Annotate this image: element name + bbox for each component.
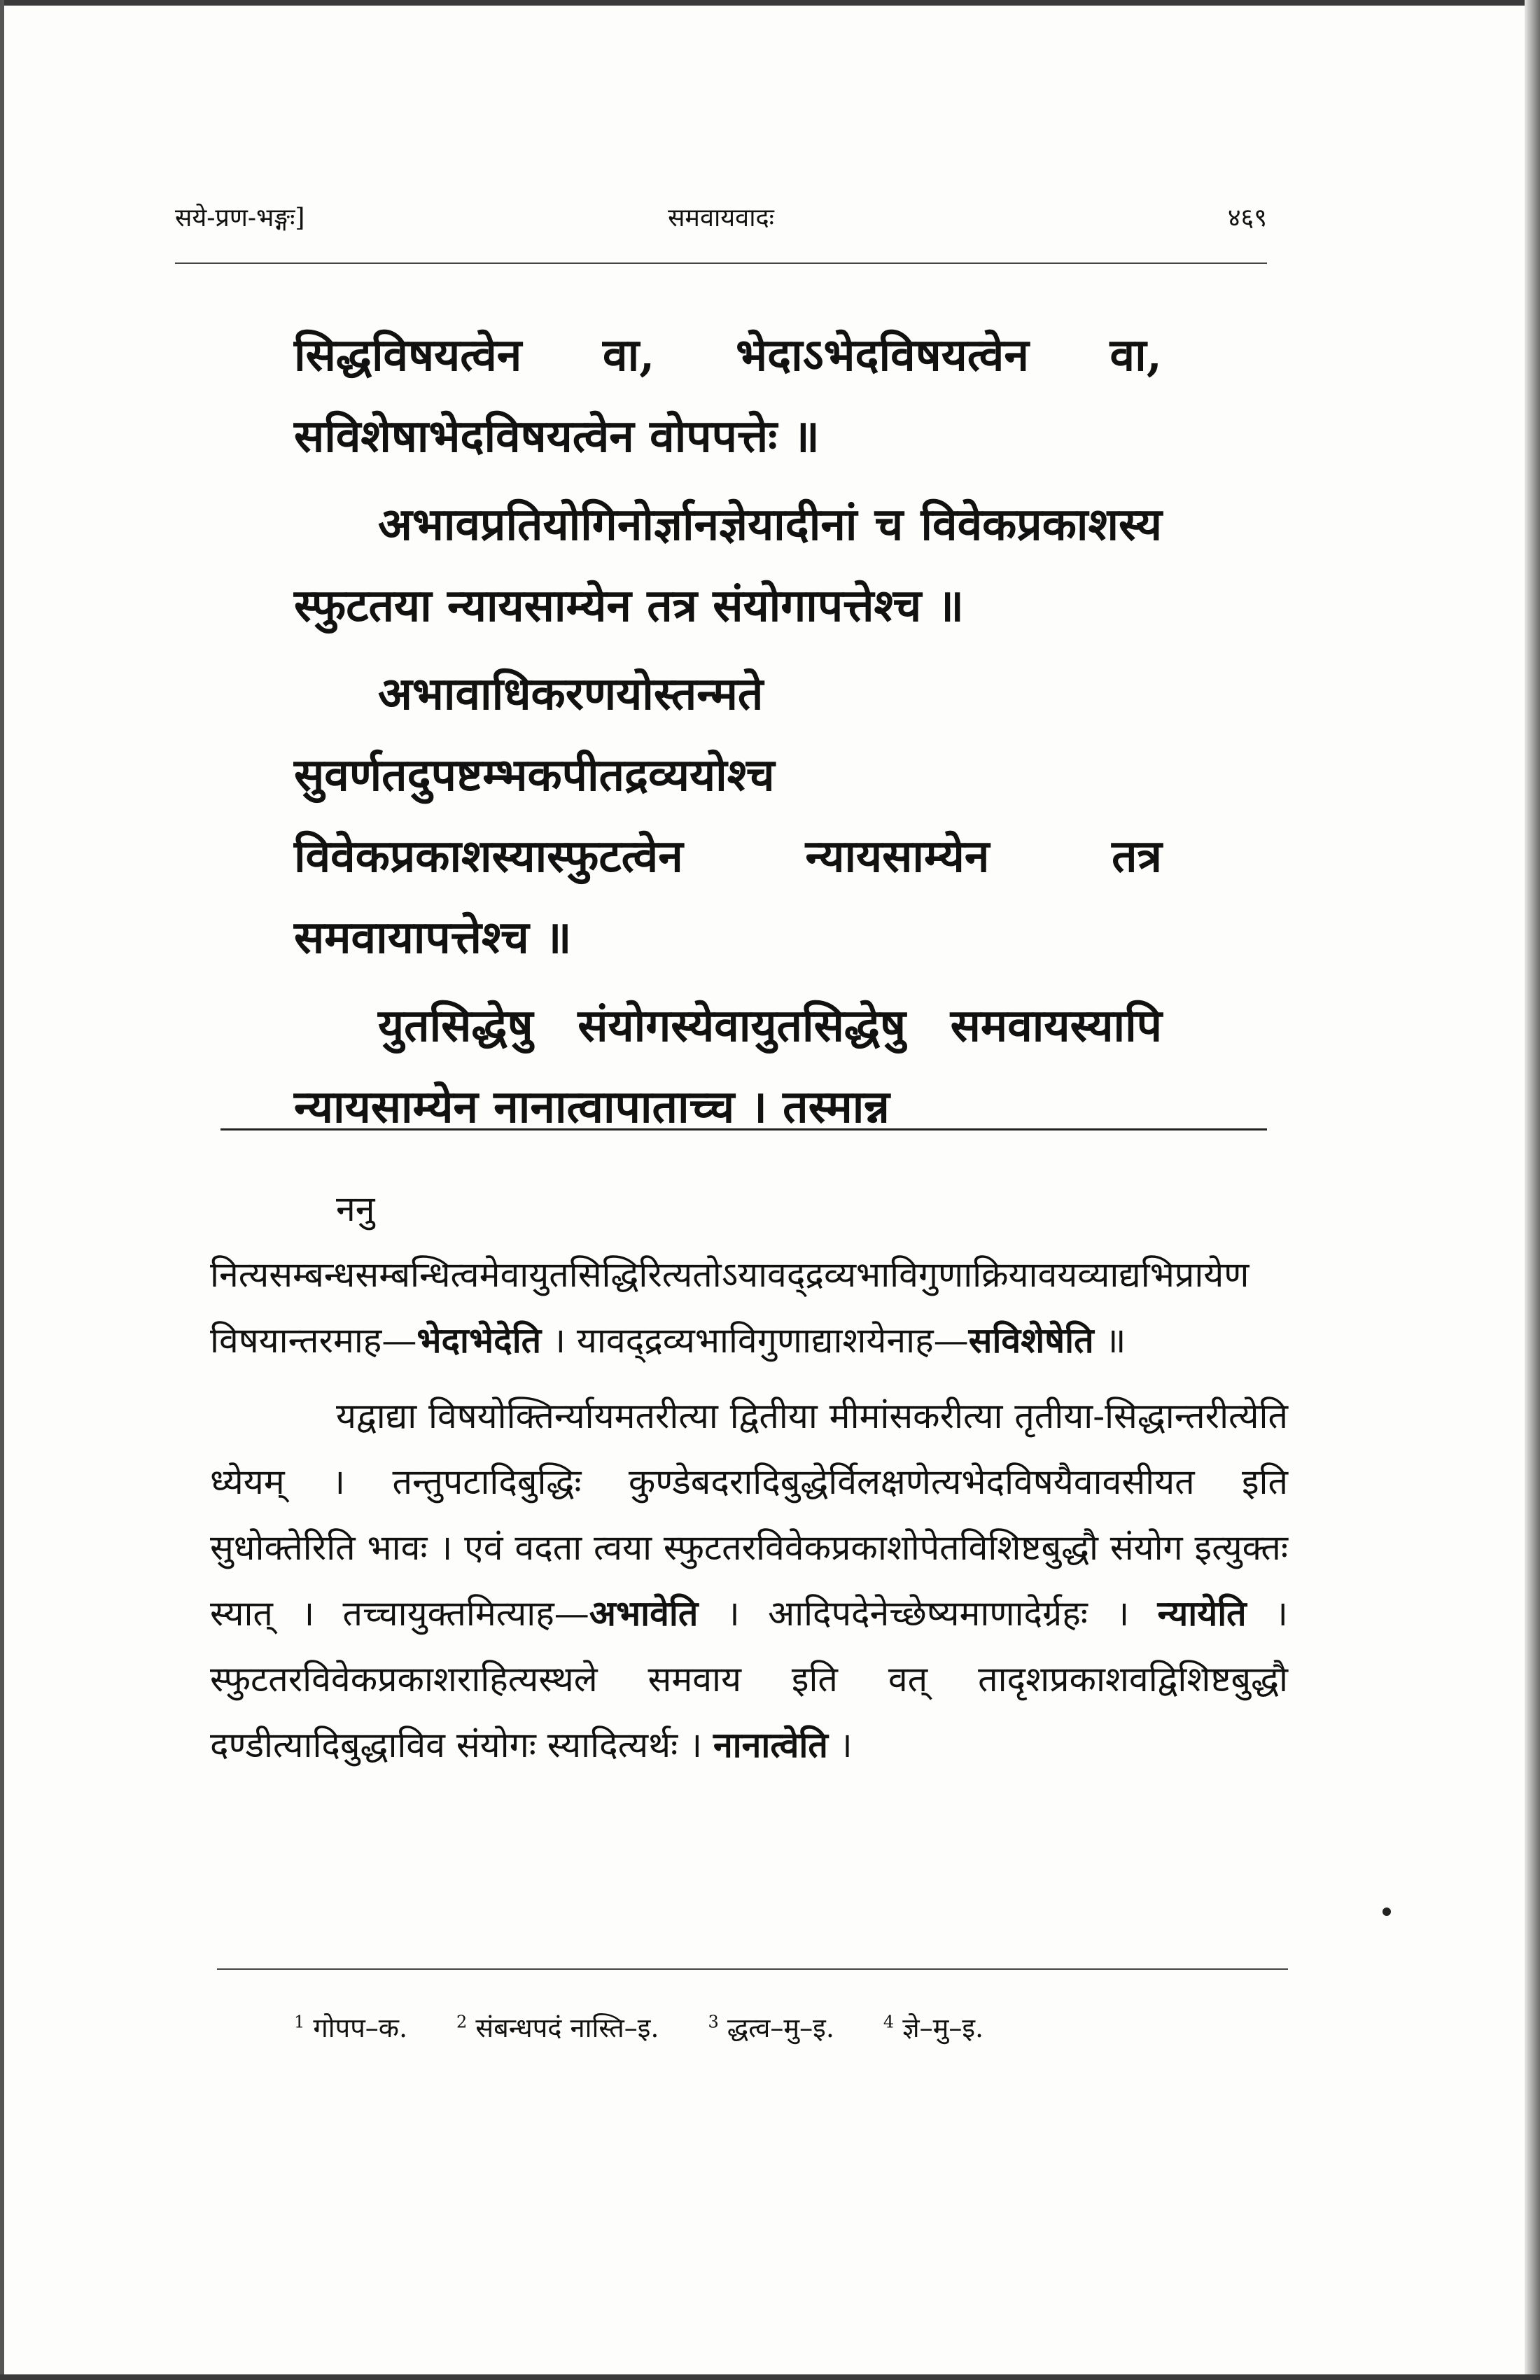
page-number: ४६९ xyxy=(1227,204,1267,232)
commentary-text: ॥ xyxy=(1105,1320,1126,1361)
footnote-text: ज्ञे–मु–इ. xyxy=(902,2012,984,2043)
main-paragraph: सिद्धविषयत्वेन वा, भेदाऽभेदविषयत्वेन वा, सविशेषाभेदविषयत्वेन वोपपत्तेः ॥ xyxy=(294,329,1162,463)
page-edge-top xyxy=(0,0,1540,6)
footnote-text: गोपप–क. xyxy=(313,2012,408,2043)
commentary-paragraph xyxy=(210,1176,1288,1373)
main-paragraph: युतसिद्धेषु संयोगस्येवायुतसिद्धेषु समवायस्यापि न्यायसाम्येन नानात्वापाताच्च । तस्मान्न xyxy=(294,1000,1162,1133)
footnote-text: संबन्धपदं नास्ति–इ. xyxy=(475,2012,659,2043)
commentary-keyword: सविशेषेति xyxy=(968,1320,1094,1361)
footnote-text: द्धत्व–मु–इ. xyxy=(727,2012,834,2043)
commentary-text: यद्वाद्या विषयोक्तिर्न्यायमतरीत्या द्वितीया मीमांसकरीत्या तृतीया-सिद्धान्तरीत्येति ध्येयम् । तन्तुपटादिबुद्धिः कुण्डेबदरादिबुद्धेर्विलक्षणेत्यभेदविषयैवावसीयत इति सुधोक्तेरिति भावः । एवं वदता त्वया स्फुटतरविवेकप्रकाशोपेतविशिष्टबुद्धौ संयोग इत्युक्तः स्यात् । तच्चायुक्तमित्याह— xyxy=(210,1396,1288,1634)
commentary-text: । xyxy=(839,1725,853,1765)
header-rule xyxy=(175,262,1267,264)
footnote-number: 2 xyxy=(456,2012,468,2032)
main-text xyxy=(294,315,1162,1155)
footnote-number: 3 xyxy=(708,2012,719,2032)
main-paragraph: अभावप्रतियोगिनोर्ज्ञानज्ञेयादीनां च विवेकप्रकाशस्य स्फुटतया न्यायसाम्येन तत्र संयोगापत्तेश्च ॥ xyxy=(294,498,1162,632)
commentary-text: । स्फुटतरविवेकप्रकाशराहित्यस्थले समवाय इति वत् तादृशप्रकाशवद्विशिष्टबुद्धौ दण्डीत्यादिबुद्धाविव संयोगः स्यादित्यर्थः । xyxy=(210,1593,1288,1765)
commentary-text: ननु नित्यसम्बन्धसम्बन्धित्वमेवायुतसिद्धिरित्यतोऽयावद्द्रव्यभाविगुणाक्रियावयव्याद्यभिप्रायेण विषयान्तरमाह— xyxy=(210,1189,1250,1361)
running-header xyxy=(175,200,1267,255)
page-edge-right xyxy=(1525,0,1540,2380)
commentary-keyword: नानात्वेति xyxy=(713,1724,828,1765)
footnote-number: 1 xyxy=(294,2012,305,2032)
footnote-number: 4 xyxy=(883,2012,895,2032)
commentary-keyword: अभावेति xyxy=(589,1592,699,1634)
commentary-paragraph xyxy=(210,1383,1288,1778)
commentary-keyword: भेदाभेदेति xyxy=(416,1320,542,1361)
footnote xyxy=(883,2009,983,2045)
footnote-rule xyxy=(217,1968,1288,1970)
header-title: समवायवादः xyxy=(668,204,774,232)
commentary-text: । आदिपदेनेच्छेष्यमाणादेर्ग्रहः । xyxy=(726,1593,1130,1634)
footnote xyxy=(708,2009,834,2045)
footnote xyxy=(456,2009,659,2045)
footnotes xyxy=(294,2009,1274,2045)
commentary-divider xyxy=(220,1128,1267,1130)
commentary xyxy=(210,1176,1288,1788)
commentary-text: । यावद्द्रव्यभाविगुणाद्याशयेनाह— xyxy=(552,1320,969,1361)
page-edge-left xyxy=(0,0,4,2380)
footnote xyxy=(294,2009,407,2045)
commentary-keyword: न्यायेति xyxy=(1157,1592,1247,1634)
header-section: सये-प्रण-भङ्गः] xyxy=(175,204,305,232)
page-edge-bottom xyxy=(0,2374,1540,2380)
main-paragraph: अभावाधिकरणयोस्तन्मते सुवर्णतदुपष्टम्भकपीतद्रव्ययोश्च विवेकप्रकाशस्यास्फुटत्वेन न्यायसाम्येन तत्र समवायापत्तेश्च ॥ xyxy=(294,668,1162,964)
ink-speck xyxy=(1382,1907,1391,1916)
